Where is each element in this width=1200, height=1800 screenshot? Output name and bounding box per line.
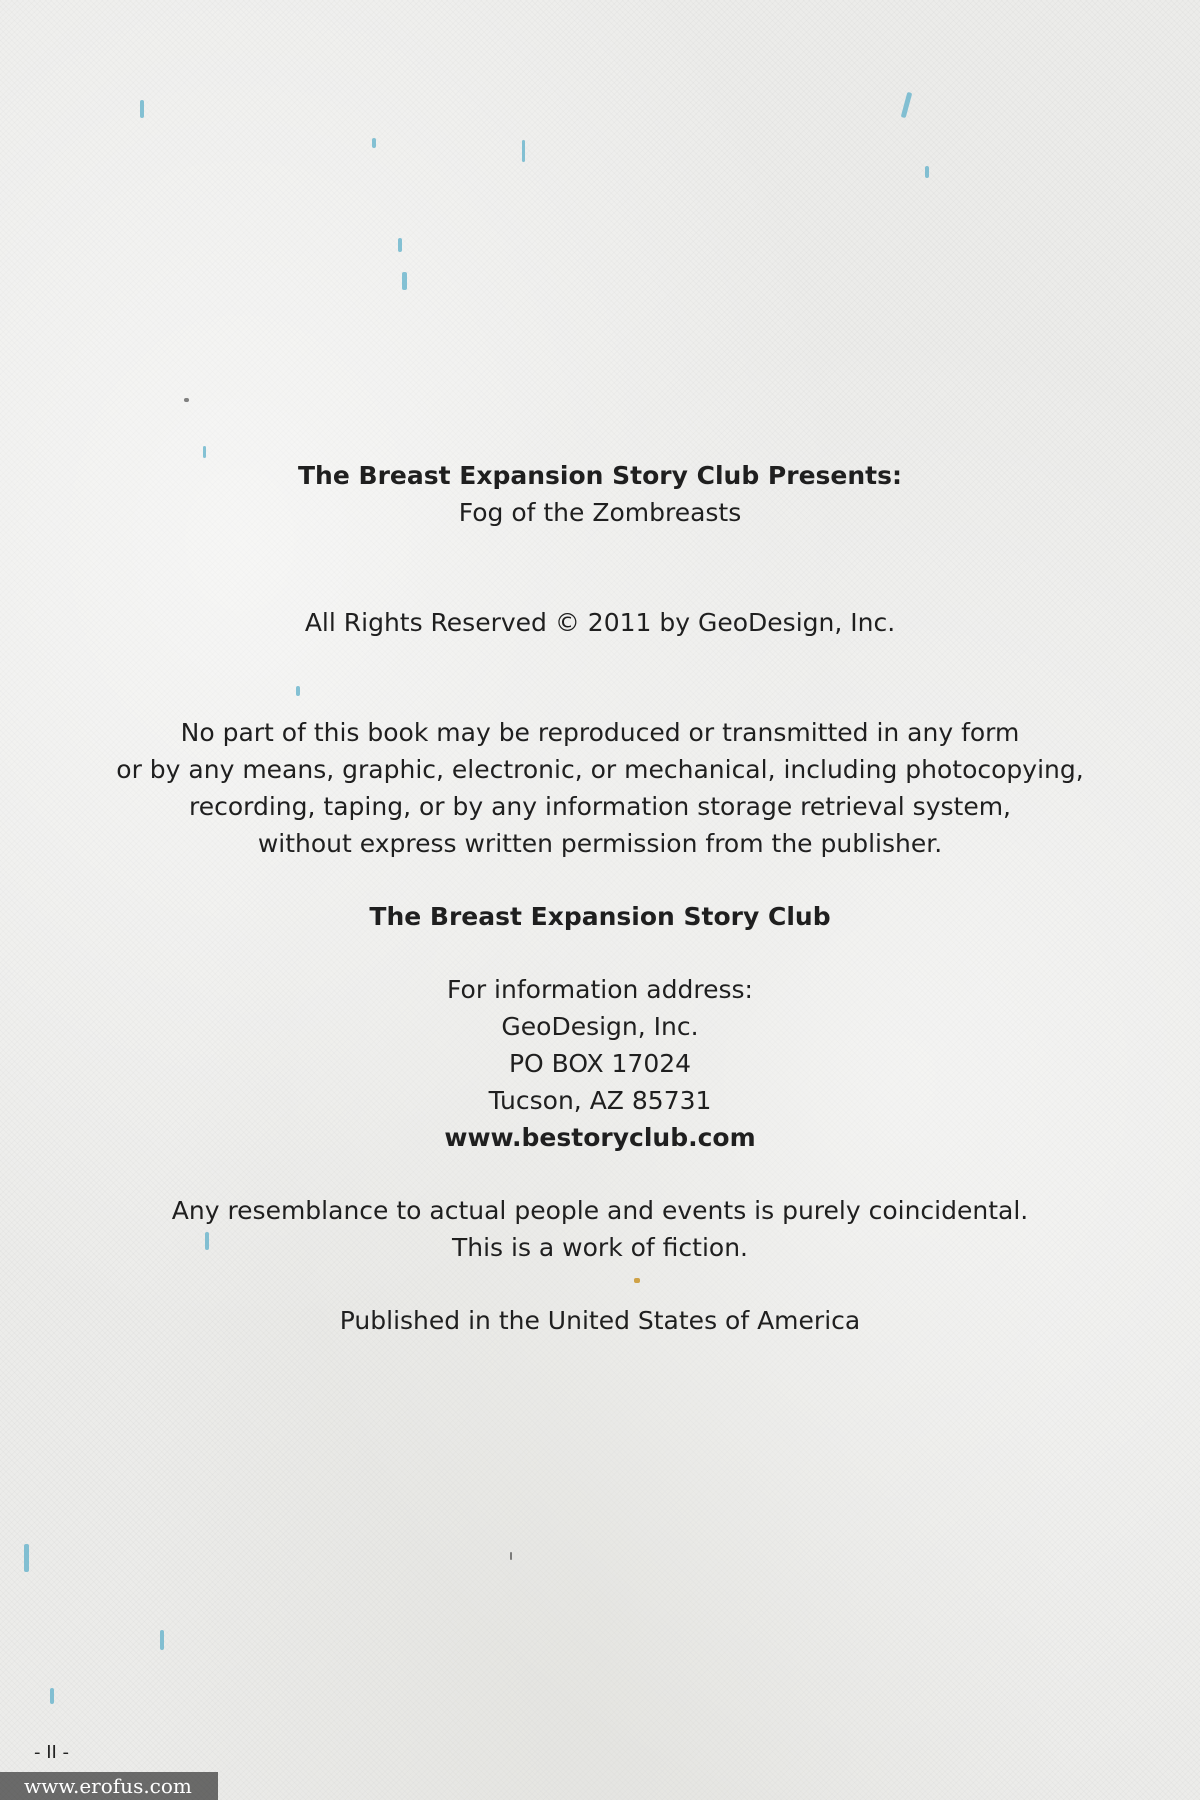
paper-speck xyxy=(296,686,300,696)
notice-line: or by any means, graphic, electronic, or mechanical, including photocopying, xyxy=(116,755,1084,784)
publisher-line: The Breast Expansion Story Club Presents: xyxy=(298,461,902,490)
paper-speck xyxy=(402,272,407,290)
notice-line: No part of this book may be reproduced or transmitted in any form xyxy=(180,718,1020,747)
disclaimer-line: This is a work of fiction. xyxy=(451,1233,749,1262)
address-heading: For information address: xyxy=(447,975,753,1004)
paper-speck xyxy=(634,1278,640,1283)
notice-line: without express written permission from the publisher. xyxy=(257,829,943,858)
disclaimer-line: Any resemblance to actual people and events is purely coincidental. xyxy=(171,1196,1029,1225)
book-title: Fog of the Zombreasts xyxy=(458,498,742,527)
website-link[interactable]: www.bestoryclub.com xyxy=(444,1123,756,1152)
page-number: - II - xyxy=(34,1742,70,1763)
notice-line: recording, taping, or by any information storage retrieval system, xyxy=(189,792,1011,821)
paper-speck xyxy=(522,140,525,162)
paper-speck xyxy=(925,166,929,178)
address-po-box: PO BOX 17024 xyxy=(508,1049,692,1078)
paper-speck xyxy=(50,1688,54,1704)
paper-speck xyxy=(398,238,402,252)
site-watermark: www.erofus.com xyxy=(0,1772,218,1800)
copyright-notice: All Rights Reserved © 2011 by GeoDesign, Inc. xyxy=(304,608,896,637)
paper-speck xyxy=(160,1630,164,1650)
club-name: The Breast Expansion Story Club xyxy=(369,902,831,931)
paper-speck xyxy=(184,398,189,402)
paper-speck xyxy=(203,446,206,458)
address-company: GeoDesign, Inc. xyxy=(501,1012,699,1041)
paper-speck xyxy=(372,138,376,148)
paper-speck xyxy=(24,1544,29,1572)
paper-speck xyxy=(901,92,913,118)
published-statement: Published in the United States of America xyxy=(339,1306,861,1335)
paper-speck xyxy=(510,1552,512,1560)
paper-speck xyxy=(140,100,144,118)
address-city: Tucson, AZ 85731 xyxy=(488,1086,712,1115)
